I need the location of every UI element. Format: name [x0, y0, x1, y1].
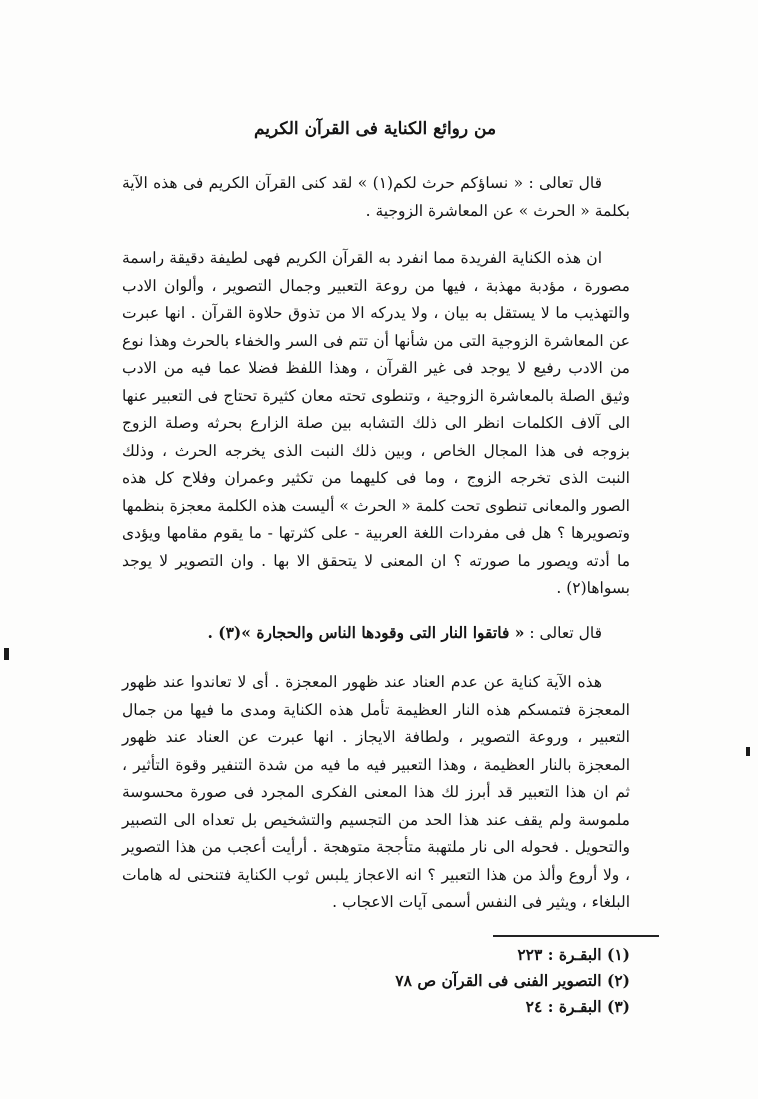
verse-two-quote: « فاتقوا النار التى وقودها الناس والحجارة »(٣) .: [207, 623, 525, 642]
footnote-item: (١) البقـرة : ٢٢٣: [517, 945, 630, 964]
verse-two-intro: قال تعالى :: [524, 624, 602, 642]
footnote-divider: [493, 935, 659, 937]
verse-two-paragraph: [122, 619, 630, 648]
scan-artifact-mark: [746, 747, 750, 756]
commentary-one-text: ان هذه الكناية الفريدة مما انفرد به القرآن الكريم فهى لطيفة دقيقة راسمة مصورة ، مؤدبة مهذبة ، فيها من روعة التعبير وجمال التصوير ، وألوان الادب والتهذيب ما لا يستقل به بيان ، ولا يدركه الا من تذوق حلاوة القرآن . انها عبرت عن المعاشرة الزوجية التى من شأنها أن تتم فى السر والخفاء بالحرث وهذا نوع من الادب رفيع لا يوجد فى غير القرآن ، وهذا اللفظ فضلا عما فيه من الادب وثيق الصلة بالمعاشرة الزوجية ، وتنطوى تحته معان كثيرة تحتاج فى التعبير عنها الى آلاف الكلمات انظر الى ذلك التشابه بين صلة الزارع بحرثه وصلة الزوج بزوجه فى هذا المجال الخاص ، وبين ذلك النبت الذى يخرجه الحرث ، وذلك النبت الذى تخرجه الزوج ، وما فى كليهما من تكثير وعمران وفلاح كل هذه الصور والمعانى تنطوى تحت كلمة « الحرث » أليست هذه الكلمة معجزة بنظمها وتصويرها ؟ هل فى مفردات اللغة العربية - على كثرتها - ما يقوم مقامها ويؤدى ما أدته ويصور ما صورته ؟ ان المعنى لا يتحقق الا بها . وان التصوير لا يوجد بسواها(٢) .: [122, 249, 630, 597]
footnote-item: (٣) البقـرة : ٢٤: [525, 997, 630, 1016]
scan-artifact-mark: [4, 648, 9, 660]
footnotes-list: [300, 942, 630, 1020]
verse-one-text: قال تعالى : « نساؤكم حرث لكم(١) » لقد كنى القرآن الكريم فى هذه الآية بكلمة « الحرث » عن المعاشرة الزوجية .: [122, 174, 630, 220]
commentary-paragraph-two: [122, 669, 630, 917]
commentary-two-text: هذه الآية كناية عن عدم العناد عند ظهور المعجزة . أى لا تعاندوا عند ظهور المعجزة فتمسكم هذه النار العظيمة تأمل هذه الكناية ومدى ما فيها من جمال التعبير ، وروعة التصوير ، ولطافة الايجاز . انها عبرت عن العناد عند ظهور المعجزة بالنار العظيمة ، وهذا التعبير فيه ما فيه من شدة التنفير وقوة التأثير ، ثم ان هذا التعبير قد أبرز لك هذا المعنى الفكرى المجرد فى صورة محسوسة ملموسة ولم يقف عند هذا الحد من التجسيم والتشخيص بل تعداه الى التصبير والتحويل . فحوله الى نار ملتهبة متأججة متوهجة . أرأيت أعجب من هذا التصوير ، ولا أروع وألذ من هذا التعبير ؟ انه الاعجاز يلبس ثوب الكناية فتنحنى له هامات البلغاء ، ويثير فى النفس أسمى آيات الاعجاب .: [122, 673, 630, 911]
page-title: من روائع الكناية فى القرآن الكريم: [253, 119, 497, 139]
verse-one-paragraph: [122, 170, 630, 225]
commentary-paragraph-one: [122, 245, 630, 603]
footnote-item: (٢) التصوير الفنى فى القرآن ص ٧٨: [395, 971, 630, 990]
